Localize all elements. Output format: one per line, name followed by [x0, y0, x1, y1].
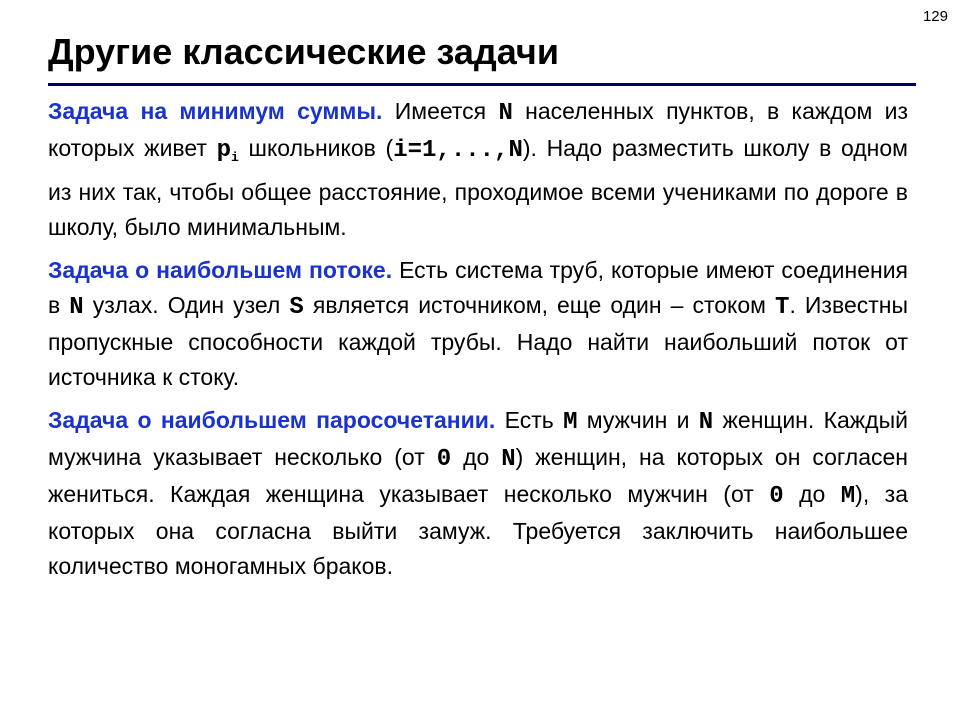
code-var: M — [563, 409, 578, 436]
task-text: до — [451, 444, 502, 470]
code-var: M — [840, 483, 856, 510]
code-var: N — [698, 409, 714, 436]
task-max-flow — [48, 253, 908, 395]
task-title: Задача о наибольшем потоке. — [48, 257, 393, 283]
task-text: Есть — [495, 407, 564, 433]
task-text: женщин. Каждый мужчина указывает несколько (от — [48, 407, 908, 470]
task-text: населенных пунктов, в каждом из которых живет — [48, 98, 908, 161]
code-var-base: p — [216, 137, 232, 164]
task-min-sum — [48, 94, 908, 245]
task-text: Имеется — [382, 98, 499, 124]
code-var: T — [775, 294, 790, 321]
task-text: . Известны пропускные способности каждой трубы. Надо найти наибольший поток от источника к стоку. — [48, 292, 908, 390]
code-var-subscript: i — [231, 150, 239, 165]
code-var: N — [498, 100, 513, 127]
task-text: является источником, еще один – стоком — [303, 292, 776, 318]
task-text: школьников ( — [238, 135, 394, 161]
task-max-matching — [48, 403, 908, 584]
task-text: узлах. Один узел — [83, 292, 290, 318]
code-var: S — [289, 294, 304, 321]
code-var: N — [501, 446, 516, 473]
title-underline — [48, 83, 916, 86]
task-text: ) женщин, на которых он согласен жениться. Каждая женщина указывает несколько мужчин (от — [48, 444, 908, 507]
code-var — [217, 137, 239, 164]
code-var: i=1,...,N — [393, 137, 523, 164]
slide-content — [48, 94, 908, 592]
task-title: Задача о наибольшем паросочетании. — [48, 407, 496, 433]
page-number: 129 — [922, 8, 948, 25]
code-var: N — [69, 294, 84, 321]
task-text: мужчин и — [577, 407, 699, 433]
task-text: ), за которых она согласна выйти замуж. Требуется заключить наибольшее количество моногамных браков. — [48, 481, 908, 579]
code-var: 0 — [436, 446, 452, 473]
task-text: Есть система труб, которые имеют соединения в — [48, 257, 909, 318]
code-var: 0 — [769, 483, 784, 510]
task-text: до — [783, 481, 841, 507]
slide-title: Другие классические задачи — [48, 31, 559, 72]
task-title: Задача на минимум суммы. — [48, 98, 383, 124]
task-text: ). Надо разместить школу в одном из них так, чтобы общее расстояние, проходимое всеми учениками по дороге в школу, было минимальным. — [48, 135, 908, 240]
